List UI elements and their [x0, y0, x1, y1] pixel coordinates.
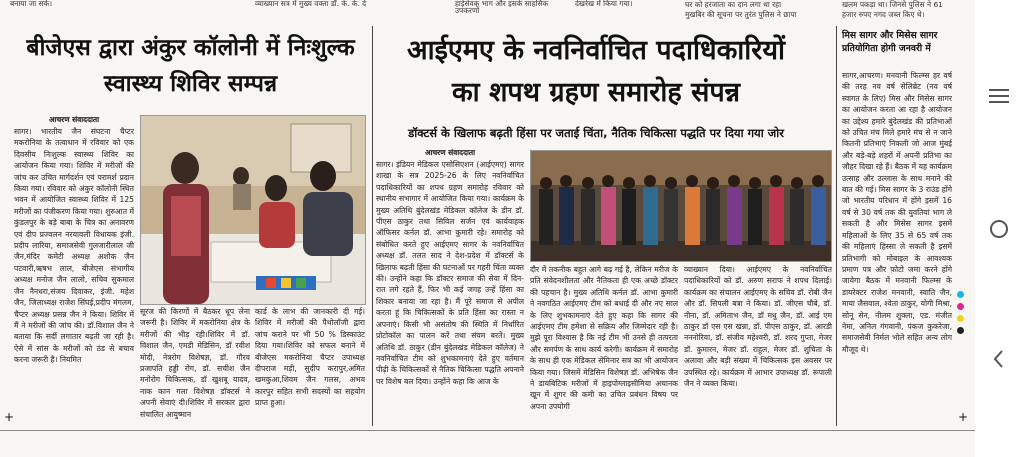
crop-mark: +: [4, 410, 15, 424]
top-fragment-left: [10, 0, 160, 14]
article2-headline: [380, 30, 812, 114]
top-fragment-text: बनाया जा सके।: [10, 0, 53, 8]
top-fragment-text: हजार रुपए नगद जब्त किए थे।: [842, 10, 925, 19]
registration-mark-magenta: [957, 303, 964, 310]
article2-headline-line: का शपथ ग्रहण समारोह संपन्न: [451, 77, 741, 108]
top-fragment-text: खलम पकड़ा था। जिनसे पुलिस ने 61: [842, 0, 943, 9]
registration-mark-black: [957, 327, 964, 334]
column-divider: [372, 26, 373, 426]
top-fragment-mid3: [575, 0, 675, 14]
article3-headline: मिस सागर और मिसेस सागर प्रतियोगिता होगी जनवरी में: [842, 30, 938, 54]
top-fragment-text: घर को हरजाता का दान लगा था रहा: [685, 0, 782, 9]
article1-body-mid: सूरज की किरणों में बैठकर धूप लेना जरूरी है। शिविर में मकरोनिया क्षेत्र के मरीजों की भीड़ रही।शिविर में डॉ. विशाल जैन, एमडी मेडिसिन, डॉ रवीश मोदी, नेत्ररोग विशेषज्ञ, डॉ. गौरव प्रजापति हड्डी रोग, डॉ. सचीश जैन मनोरोग चिकित्सक, डॉ खुशबू यादव, नाक कान गला विशेषज्ञ डॉक्टर्स ने अपनी सेवाएं दी।शिविर में सरकार द्वारा संचालित आयुष्मान: [140, 307, 250, 419]
crop-mark: +: [958, 410, 969, 424]
article2-photo: [530, 150, 832, 262]
top-fragment-text: हाईसेवक भाग और इसके साहसिक उपकरणों: [455, 0, 549, 14]
top-fragment-far: [842, 0, 962, 22]
article2-headline-line: आईएमए के नवनिर्वाचित पदाधिकारियों: [407, 35, 785, 66]
home-circle-icon[interactable]: [987, 217, 1011, 241]
top-fragment-text: मुखबिर की सूचना पर तुरंत पुलिस ने छापा: [685, 10, 797, 19]
oath-ceremony-photo: [531, 151, 831, 261]
top-fragment-mid2: [455, 0, 555, 14]
registration-mark-cyan: [957, 291, 964, 298]
back-chevron-icon[interactable]: [987, 347, 1011, 371]
article2-subhead: डॉक्टर्स के खिलाफ बढ़ती हिंसा पर जताई चिंता, नैतिक चिकित्सा पद्धति पर दिया गया जोर: [408, 126, 784, 140]
article2-dateline: आचरण संवाददाता: [424, 148, 476, 157]
top-fragment-text: व्याख्यान सत्र में मुख्य वक्ता डॉ. के. के. दे: [255, 0, 367, 8]
article2-body-col1: सागर। इंडियन मेडिकल एसोसिएशन (आईएमए) सागर शाखा के सत्र 2025-26 के लिए नवनिर्वाचित पदाधिकारियों का शपथ ग्रहण समारोह रविवार को स्थानीय सभागार में आयोजित किया गया। कार्यक्रम के मुख्य अतिथि बुंदेलखंड मेडिकल कॉलेज के डीन डॉ. पीएस ठाकुर तथा सिविल सर्जन एवं कार्यवाहक ऑफिसर कर्नल डॉ. आभा कुमारी रहे। समारोह को संबोधित करते हुए आईएमए सागर के नवनिर्वाचित अध्यक्ष डॉ. तलत साद ने देश-प्रदेश में डॉक्टर्स के खिलाफ बढ़ती हिंसा की घटनाओं पर गहरी चिंता व्यक्त की। उन्होंने कहा कि डॉक्टर समाज की सेवा में दिन-रात लगे रहते हैं, फिर भी कई जगह उन्हें हिंसा का शिकार बनाया जा रहा है। मैं पूरे समाज से अपील करता हूं कि चिकित्सकों के प्रति हिंसा का रास्ता न अपनाएं। किसी भी असंतोष की स्थिति में निर्धारित प्रोटोकॉल का पालन करें तथा संयम बरतें। मुख्य अतिथि डॉ. ठाकुर (डीन बुंदेलखंड मेडिकल कॉलेज) ने नवनिर्वाचित टीम को शुभकामनाएं देते हुए वर्तमान पीढ़ी के चिकित्सकों से नैतिक चिकित्सा पद्धति अपनाने पर विशेष बल दिया। उन्होंने कहा कि आज के: [376, 160, 524, 386]
top-fragment-mid1: [255, 0, 450, 14]
article3-body: सागर,आचरण। मनवानी फिल्म्स हर वर्ष की तरह नव वर्ष सेलिब्रेट (नव वर्ष स्वागत के लिए) मिस और मिसेस सागर का आयोजन करता आ रहा है आयोजन का उद्देश्य हमारे बुंदेलखंड की प्रतिभाओं को उचित मंच मिले हमारे मंच से न जाने कितनी प्रतिभाएं निकली जो आज मुंबई और बड़े-बड़े शहरों में अपनी प्रतिभा का जौहर दिखा रहे हैं। बैठक में यह कार्यक्रम उत्साह और उल्लास के साथ मनाने की बात की गई। मिस सागर के 3 राउंड होंगे जो भारतीय परिधान में होंगे इसमें 16 वर्ष से 30 वर्ष तक की युवतियां भाग ले सकती है और मिसेस सागर इसमें महिलाओं के लिए 35 से 65 वर्ष तक की महिलाएं हिस्सा ले सकती है इसमें प्रतिभागी को मोबाइल के आवश्यक प्रमाण पत्र और फ़ोटो जमा करने होंगे जायेगा बैठक में मनवानी फिल्म्स के डायरेक्टर राजेश मनवानी, स्वाति जैन, माया जैसवाल, श्वेता ठाकुर, योगी मिश्रा, सोनू सेन, नीलम शुक्ला, एड. मंजीत नेमा, अनिल गंगवानी, पंकज कुकरेजा, समाजसेवी निर्मल भोले सहित अन्य लोग मौजूद थे।: [842, 71, 952, 354]
article1-headline: बीजेएस द्वारा अंकुर कॉलोनी में निःशुल्क स्वास्थ्य शिविर सम्पन्न: [26, 35, 355, 97]
column-divider: [836, 26, 837, 426]
page-bottom-rule: [0, 430, 975, 431]
article1-body-right: कार्ड के लाभ की जानकारी दी गई। शिविर में मरीजों की पैथोलॉजी द्वारा जांच कराने पर भी 50 % डिस्काउंट दिया गया।शिविर को सफल बनाने में बीजेएस मकरोनिया चैप्टर उपाध्यक्ष दीपराज मड़ी, सुदीप करापुर,अमित खमकुआ,शिवम जैन गलस, अभय कारपुर सहित सभी सदस्यों का सहयोग प्राप्त हुआ।: [255, 307, 365, 408]
menu-icon[interactable]: [987, 86, 1011, 106]
article1-dateline: आचरण संवाददाता: [48, 115, 100, 124]
top-fragment-text: देखरेख में किया गया।: [575, 0, 633, 8]
article2-body-col2: दौर में तकनीक बहुत आगे बढ़ गई है, लेकिन मरीज के प्रति संवेदनशीलता और नैतिकता ही एक अच्छे डॉक्टर की पहचान है। मुख्य अतिथि कर्नल डॉ. आभा कुमारी ने नवगठित आईएमए टीम को बधाई दी और नए साल के लिए शुभकामनाएं देते हुए कहा कि सागर की आईएमए टीम हमेशा से सक्रिय और जिम्मेदार रही है। मुझे पूरा विश्वास है कि नई टीम भी उनसे ही तत्परता और समर्पण के साथ कार्य करेगी। कार्यक्रम में समारोह के साथ ही एक मेडिकल सेमिनार सत्र का भी आयोजन किया गया। जिसमें मेडिसिन विशेषज्ञ डॉ. अभिषेक जैन ने डायबिटिक मरीजों में हाइपोग्लाइसीमिया अचानक खून में शुगर की कमी का उचित प्रबंधन विषय पर अपना उपयोगी: [530, 265, 678, 411]
article2-body-col3: व्याख्यान दिया। आईएमए के नवनिर्वाचित पदाधिकारियों को डॉ. अरुण सराफ ने शपथ दिलाई। कार्यक्रम का संचालन आईएमए के सचिव डॉ. रोबी जैन और डॉ. सिपली बत्रा ने किया। डॉ. जीएस चौबे, डॉ. नीना, डॉ. अमिताभ जैन, डॉ मधु जैन, डॉ. आई एम ठाकुर डॉ एस एस खन्ना, डॉ. पीएस ठाकुर, डॉ. आरडी नननोरिया, डॉ. संजीव महेश्वरी, डॉ. शरद गुप्ता, मेजर डॉ. कुमारन, मेजर डॉ. राहुल, मेजर डॉ. शुचिता के अलावा और बड़ी संख्या में चिकित्सक इस अवसर पर उपस्थित रहे। कार्यक्रम में आभार उपाध्यक्ष डॉ. रूपाली जैन ने व्यक्त किया।: [684, 265, 832, 389]
article1-photo: [140, 115, 366, 305]
registration-mark-yellow: [957, 315, 964, 322]
top-fragment-right: [685, 0, 835, 22]
article1-body-left: सागर। भारतीय जैन संघटना चैप्टर मकरोनिया के तत्वाधान में रविवार को एक दिवसीय निःशुल्क स्वास्थ्य शिविर का आयोजन किया गया। शिविर में मरीजों की जांच कर उचित मार्गदर्शन एवं परामर्श प्रदान किया गया। रविवार को अंकुर कॉलोनी स्थित भवन में आयोजित स्वास्थ्य शिविर में 125 मरीजों का पंजीकरण किया गया। शुरुआत में कुंडलपुर के बड़े बाबा के चित्र का अनावरण एवं दीप प्रज्वलन नरयावली विधायक इंजी. प्रदीप लारिया, समाजसेवी गुलजारीलाल जी जैन,मंदिर कमेटी अध्यक्ष अशोक जैन पटवारी,ऋषभ लाल, बीजेएस संभागीय अध्यक्ष मनोज जैन लालो, सचिव सुकमाल जैन नैनधरा,संजय दिवाकर, इंजी. महेश जैन, जिलाध्यक्ष राजेश सिंघई,प्रदीप मंगलम, चैप्टर अध्यक्ष प्रसन्न जैन ने किया। शिविर में मैं ने मरीजों की जांच की। डॉ.विशाल जैन ने बताया कि सर्दी लगातार बढ़ती जा रही है। ऐसे में सांस के मरीजों को ठंड से बचाव करना जरूरी है। नियमित: [14, 127, 134, 365]
health-camp-photo: [141, 116, 365, 304]
